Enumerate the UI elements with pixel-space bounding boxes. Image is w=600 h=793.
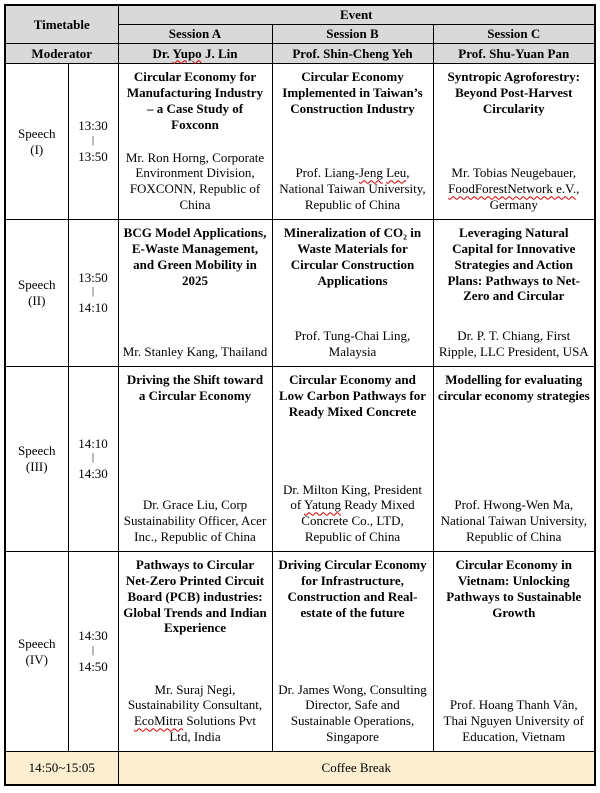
time-start: 14:10 bbox=[78, 435, 108, 451]
header-session-a: Session A bbox=[118, 25, 272, 44]
talk-speaker: Mr. Tobias Neugebauer, FoodForestNetwork e.V., Germany bbox=[448, 165, 580, 213]
speech-2-label: Speech (II) bbox=[5, 220, 68, 367]
header-event: Event bbox=[118, 5, 595, 25]
speech-3-session-c bbox=[433, 367, 595, 552]
talk-speaker: Dr. Milton King, President of Yatung Ready Mixed Concrete Co., LTD, Republic of China bbox=[282, 481, 423, 545]
speech-3-session-b bbox=[272, 367, 433, 552]
talk-title: Circular Economy in Vietnam: Unlocking Pathways to Sustainable Growth bbox=[446, 557, 582, 620]
coffee-break-row bbox=[5, 752, 595, 786]
moderator-session-c: Prof. Shu-Yuan Pan bbox=[433, 44, 595, 64]
header-moderator: Moderator bbox=[5, 44, 118, 64]
coffee-break-time: 14:50~15:05 bbox=[5, 752, 118, 786]
time-start: 14:30 bbox=[78, 628, 108, 644]
talk-speaker: Prof. Liang-Jeng Leu, National Taiwan University, Republic of China bbox=[279, 165, 426, 213]
talk-speaker: Prof. Hoang Thanh Vân, Thai Nguyen University of Education, Vietnam bbox=[443, 697, 584, 745]
talk-speaker: Mr. Suraj Negi, Sustainability Consultant, EcoMitra Solutions Pvt Ltd, India bbox=[127, 681, 263, 745]
speech-2-session-a bbox=[118, 220, 272, 367]
talk-title: Circular Economy Implemented in Taiwan’s Construction Industry bbox=[282, 69, 423, 116]
header-session-c: Session C bbox=[433, 25, 595, 44]
speech-3-time bbox=[68, 367, 118, 552]
talk-title: Circular Economy for Manufacturing Industry – a Case Study of Foxconn bbox=[126, 69, 264, 132]
header-row-moderator bbox=[5, 44, 595, 64]
speech-row-4 bbox=[5, 552, 595, 752]
time-end: 14:30 bbox=[78, 466, 108, 481]
time-end: 13:50 bbox=[78, 148, 108, 164]
talk-title: Leveraging Natural Capital for Innovative Strategies and Action Plans: Pathways to Net-Zero and Circular bbox=[447, 225, 581, 304]
header-session-b: Session B bbox=[272, 25, 433, 44]
time-end: 14:10 bbox=[78, 300, 108, 315]
speech-1-session-b bbox=[272, 64, 433, 220]
talk-speaker: Dr. P. T. Chiang, First Ripple, LLC President, USA bbox=[438, 328, 589, 360]
speech-4-time bbox=[68, 552, 118, 752]
talk-title: BCG Model Applications, E-Waste Management, and Green Mobility in 2025 bbox=[123, 225, 267, 288]
speech-1-session-a bbox=[118, 64, 272, 220]
speech-row-3 bbox=[5, 367, 595, 552]
header-timetable: Timetable bbox=[5, 5, 118, 44]
time-separator: | bbox=[91, 451, 95, 463]
speech-2-session-c bbox=[433, 220, 595, 367]
talk-title: Mineralization of CO₂ in Waste Materials for Circular Construction Applications bbox=[283, 225, 422, 288]
speech-2-session-b bbox=[272, 220, 433, 367]
speech-4-session-c bbox=[433, 552, 595, 752]
talk-speaker: Mr. Stanley Kang, Thailand bbox=[122, 344, 268, 360]
time-start: 13:50 bbox=[78, 269, 108, 285]
talk-title: Driving Circular Economy for Infrastructure, Construction and Real-estate of the future bbox=[278, 557, 427, 620]
talk-title: Driving the Shift toward a Circular Economy bbox=[126, 372, 264, 403]
moderator-session-b: Prof. Shin-Cheng Yeh bbox=[272, 44, 433, 64]
talk-speaker: Prof. Tung-Chai Ling, Malaysia bbox=[294, 328, 411, 360]
speech-row-2 bbox=[5, 220, 595, 367]
talk-speaker: Dr. Grace Liu, Corp Sustainability Officer, Acer Inc., Republic of China bbox=[123, 497, 267, 545]
talk-speaker: Prof. Hwong-Wen Ma, National Taiwan University, Republic of China bbox=[440, 497, 587, 545]
time-end: 14:50 bbox=[78, 658, 108, 674]
header-row-event bbox=[5, 5, 595, 25]
talk-title: Modelling for evaluating circular economy strategies bbox=[437, 372, 590, 403]
moderator-session-a: Dr. Yupo J. Lin bbox=[118, 44, 272, 64]
coffee-break-label: Coffee Break bbox=[118, 752, 595, 786]
talk-speaker: Dr. James Wong, Consulting Director, Safe and Sustainable Operations, Singapore bbox=[278, 681, 427, 745]
speech-4-label: Speech (IV) bbox=[5, 552, 68, 752]
speech-4-session-a bbox=[118, 552, 272, 752]
time-start: 13:30 bbox=[78, 118, 108, 134]
speech-3-session-a bbox=[118, 367, 272, 552]
talk-title: Pathways to Circular Net-Zero Printed Circuit Board (PCB) industries: Global Trends and Indian Experience bbox=[123, 557, 267, 636]
speech-1-label: Speech (I) bbox=[5, 64, 68, 220]
talk-title: Syntropic Agroforestry: Beyond Post-Harvest Circularity bbox=[447, 69, 581, 116]
time-separator: | bbox=[91, 643, 95, 656]
speech-3-label: Speech (III) bbox=[5, 367, 68, 552]
event-timetable bbox=[4, 4, 596, 786]
talk-speaker: Mr. Ron Horng, Corporate Environment Division, FOXCONN, Republic of China bbox=[125, 149, 265, 213]
talk-title: Circular Economy and Low Carbon Pathways for Ready Mixed Concrete bbox=[279, 372, 426, 419]
speech-row-1 bbox=[5, 64, 595, 220]
time-separator: | bbox=[91, 285, 95, 297]
time-separator: | bbox=[91, 133, 95, 146]
speech-4-session-b bbox=[272, 552, 433, 752]
speech-1-session-c bbox=[433, 64, 595, 220]
speech-1-time bbox=[68, 64, 118, 220]
speech-2-time bbox=[68, 220, 118, 367]
